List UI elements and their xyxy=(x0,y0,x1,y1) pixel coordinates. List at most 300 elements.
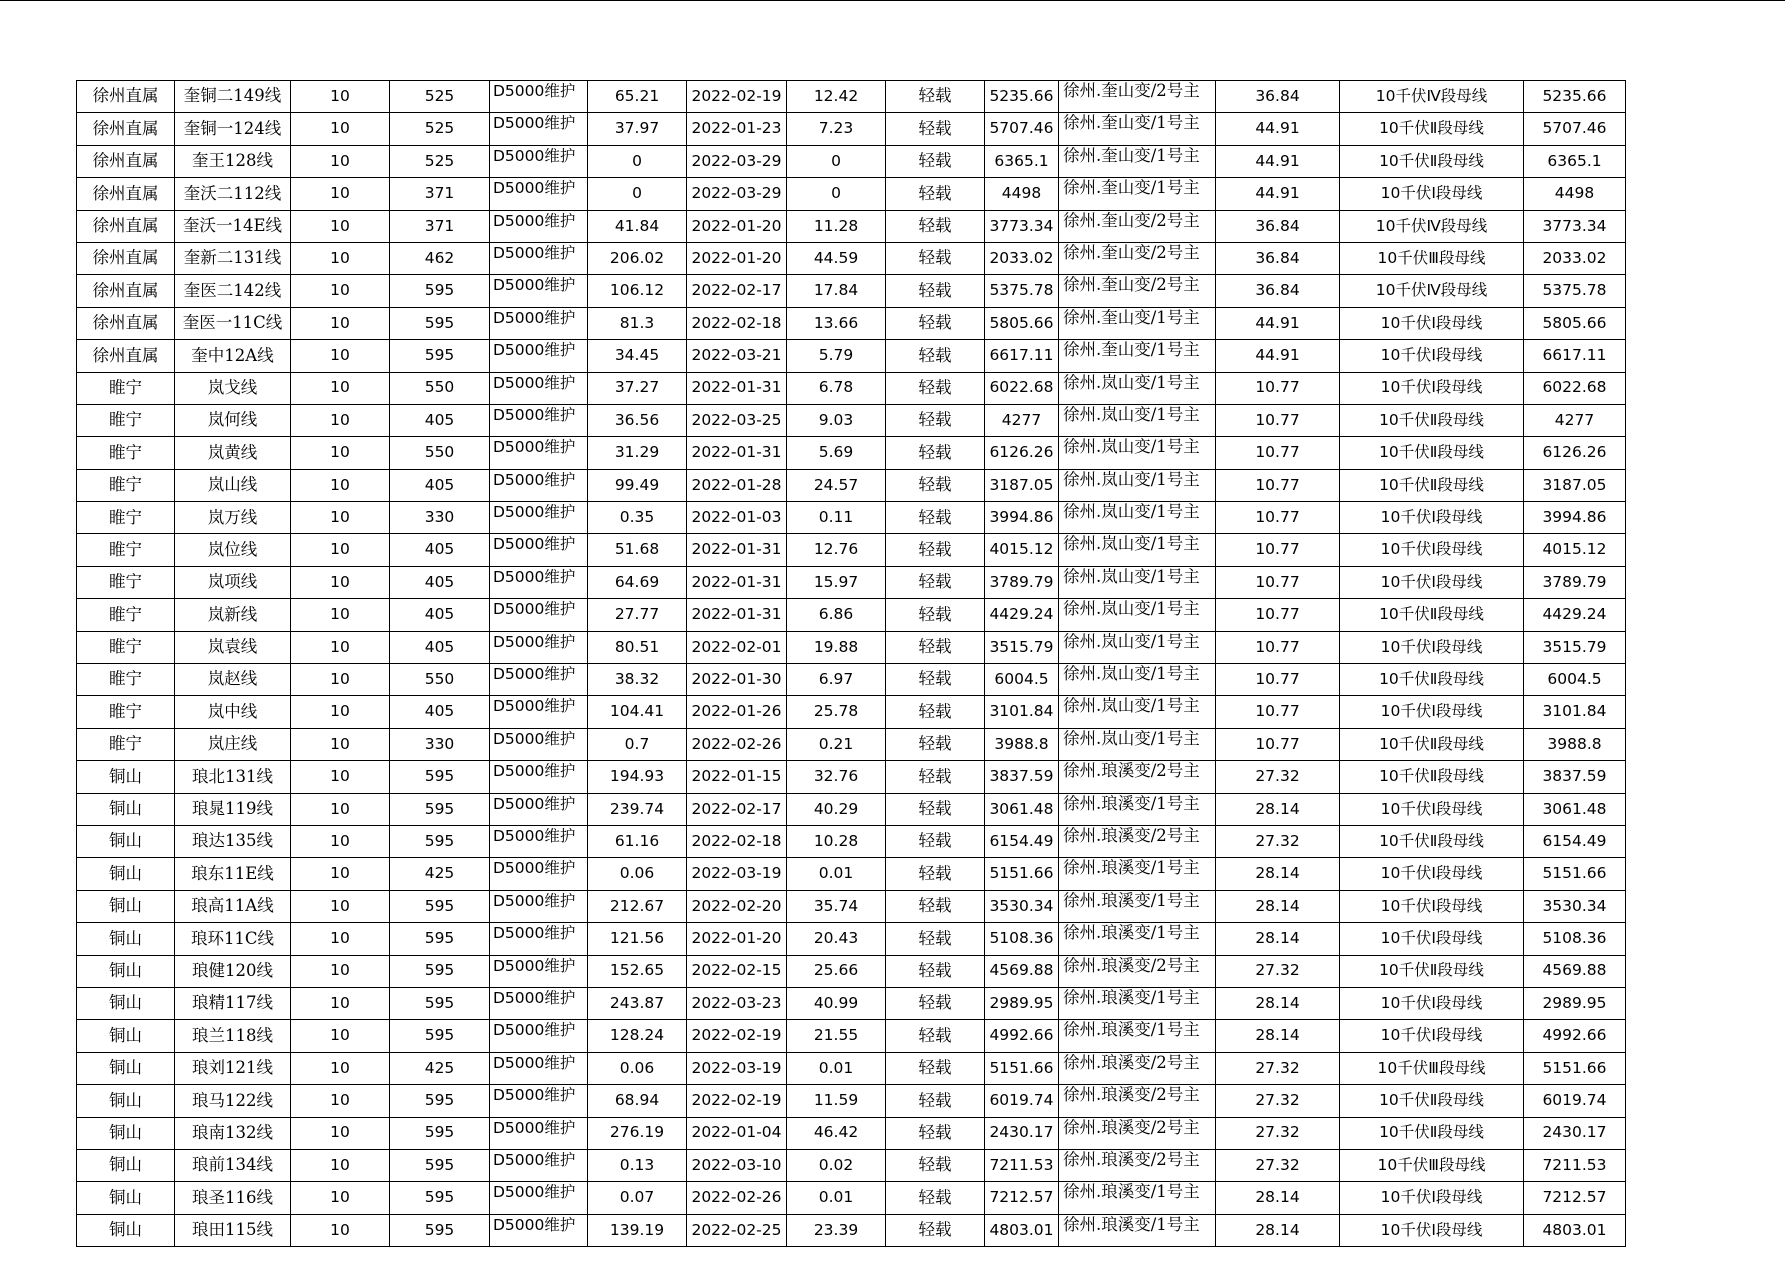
cell-load-rate: 0.21 xyxy=(787,728,886,760)
cell-load-rate: 0.01 xyxy=(787,1182,886,1214)
cell-available-capacity: 6126.26 xyxy=(985,437,1059,469)
cell-substation-transformer: 徐州.琅溪变/1号主 xyxy=(1059,858,1216,890)
cell-transferable-capacity: 2430.17 xyxy=(1524,1117,1626,1149)
table-row xyxy=(77,210,1626,242)
cell-bus-section: 10千伏Ⅰ段母线 xyxy=(1340,858,1524,890)
cell-bus-section: 10千伏Ⅳ段母线 xyxy=(1340,275,1524,307)
cell-voltage-level: 10 xyxy=(291,81,390,113)
cell-transferable-capacity: 3530.34 xyxy=(1524,890,1626,922)
cell-date: 2022-01-26 xyxy=(687,696,787,728)
cell-line-name: 奎铜二149线 xyxy=(175,81,291,113)
cell-data-source: D5000维护 xyxy=(490,858,588,890)
cell-rated-current: 550 xyxy=(390,372,490,404)
cell-transferable-capacity: 4277 xyxy=(1524,404,1626,436)
cell-max-current: 276.19 xyxy=(588,1117,687,1149)
cell-available-capacity: 2430.17 xyxy=(985,1117,1059,1149)
cell-line-name: 琅马122线 xyxy=(175,1085,291,1117)
cell-data-source: D5000维护 xyxy=(490,1149,588,1181)
cell-data-source: D5000维护 xyxy=(490,469,588,501)
cell-voltage-level: 10 xyxy=(291,858,390,890)
table-row xyxy=(77,1149,1626,1181)
cell-date: 2022-03-23 xyxy=(687,987,787,1019)
cell-bus-section: 10千伏Ⅳ段母线 xyxy=(1340,81,1524,113)
cell-line-name: 琅东11E线 xyxy=(175,858,291,890)
cell-max-current: 194.93 xyxy=(588,761,687,793)
table-row xyxy=(77,599,1626,631)
cell-transferable-capacity: 6019.74 xyxy=(1524,1085,1626,1117)
cell-bus-section: 10千伏Ⅲ段母线 xyxy=(1340,242,1524,274)
cell-data-source: D5000维护 xyxy=(490,728,588,760)
cell-bus-section: 10千伏Ⅰ段母线 xyxy=(1340,340,1524,372)
cell-transformer-load-rate: 10.77 xyxy=(1216,566,1340,598)
cell-available-capacity: 6022.68 xyxy=(985,372,1059,404)
cell-district: 徐州直属 xyxy=(77,178,175,210)
cell-substation-transformer: 徐州.琅溪变/1号主 xyxy=(1059,1214,1216,1246)
cell-date: 2022-02-19 xyxy=(687,1085,787,1117)
cell-rated-current: 595 xyxy=(390,1182,490,1214)
cell-rated-current: 405 xyxy=(390,696,490,728)
cell-transformer-load-rate: 28.14 xyxy=(1216,987,1340,1019)
table-row xyxy=(77,664,1626,696)
cell-data-source: D5000维护 xyxy=(490,566,588,598)
cell-date: 2022-01-20 xyxy=(687,242,787,274)
cell-transformer-load-rate: 28.14 xyxy=(1216,923,1340,955)
table-row xyxy=(77,728,1626,760)
cell-bus-section: 10千伏Ⅱ段母线 xyxy=(1340,599,1524,631)
cell-available-capacity: 4569.88 xyxy=(985,955,1059,987)
cell-max-current: 34.45 xyxy=(588,340,687,372)
cell-data-source: D5000维护 xyxy=(490,210,588,242)
table-row xyxy=(77,890,1626,922)
cell-max-current: 212.67 xyxy=(588,890,687,922)
cell-load-status: 轻载 xyxy=(886,210,985,242)
cell-load-rate: 5.79 xyxy=(787,340,886,372)
cell-rated-current: 330 xyxy=(390,502,490,534)
cell-substation-transformer: 徐州.奎山变/2号主 xyxy=(1059,81,1216,113)
cell-load-rate: 24.57 xyxy=(787,469,886,501)
cell-rated-current: 550 xyxy=(390,437,490,469)
cell-transferable-capacity: 5151.66 xyxy=(1524,1052,1626,1084)
cell-transformer-load-rate: 44.91 xyxy=(1216,178,1340,210)
cell-transformer-load-rate: 27.32 xyxy=(1216,1052,1340,1084)
cell-voltage-level: 10 xyxy=(291,340,390,372)
cell-load-rate: 25.66 xyxy=(787,955,886,987)
cell-transformer-load-rate: 27.32 xyxy=(1216,1149,1340,1181)
cell-district: 铜山 xyxy=(77,858,175,890)
table-row xyxy=(77,178,1626,210)
cell-voltage-level: 10 xyxy=(291,987,390,1019)
cell-max-current: 139.19 xyxy=(588,1214,687,1246)
cell-district: 铜山 xyxy=(77,1214,175,1246)
cell-district: 睢宁 xyxy=(77,404,175,436)
cell-transferable-capacity: 5235.66 xyxy=(1524,81,1626,113)
cell-district: 铜山 xyxy=(77,955,175,987)
cell-line-name: 岚戈线 xyxy=(175,372,291,404)
cell-transformer-load-rate: 10.77 xyxy=(1216,664,1340,696)
cell-data-source: D5000维护 xyxy=(490,696,588,728)
cell-data-source: D5000维护 xyxy=(490,113,588,145)
cell-load-status: 轻载 xyxy=(886,1117,985,1149)
cell-substation-transformer: 徐州.奎山变/2号主 xyxy=(1059,275,1216,307)
cell-load-status: 轻载 xyxy=(886,728,985,760)
cell-load-status: 轻载 xyxy=(886,987,985,1019)
cell-date: 2022-02-18 xyxy=(687,307,787,339)
cell-substation-transformer: 徐州.琅溪变/1号主 xyxy=(1059,923,1216,955)
cell-voltage-level: 10 xyxy=(291,825,390,857)
cell-line-name: 琅达135线 xyxy=(175,825,291,857)
table-row xyxy=(77,1085,1626,1117)
cell-max-current: 243.87 xyxy=(588,987,687,1019)
cell-available-capacity: 6154.49 xyxy=(985,825,1059,857)
cell-substation-transformer: 徐州.琅溪变/2号主 xyxy=(1059,1085,1216,1117)
cell-data-source: D5000维护 xyxy=(490,534,588,566)
cell-transformer-load-rate: 28.14 xyxy=(1216,1182,1340,1214)
cell-rated-current: 595 xyxy=(390,1117,490,1149)
cell-transferable-capacity: 3101.84 xyxy=(1524,696,1626,728)
cell-data-source: D5000维护 xyxy=(490,437,588,469)
cell-date: 2022-02-01 xyxy=(687,631,787,663)
cell-load-status: 轻载 xyxy=(886,469,985,501)
cell-available-capacity: 4015.12 xyxy=(985,534,1059,566)
cell-transformer-load-rate: 28.14 xyxy=(1216,890,1340,922)
cell-max-current: 0.13 xyxy=(588,1149,687,1181)
cell-substation-transformer: 徐州.琅溪变/2号主 xyxy=(1059,955,1216,987)
cell-max-current: 51.68 xyxy=(588,534,687,566)
cell-data-source: D5000维护 xyxy=(490,372,588,404)
cell-load-rate: 0.02 xyxy=(787,1149,886,1181)
cell-available-capacity: 6365.1 xyxy=(985,145,1059,177)
table-row xyxy=(77,793,1626,825)
cell-load-status: 轻载 xyxy=(886,1020,985,1052)
cell-rated-current: 371 xyxy=(390,210,490,242)
page-top-rule xyxy=(0,0,1785,1)
cell-transferable-capacity: 4498 xyxy=(1524,178,1626,210)
cell-substation-transformer: 徐州.奎山变/2号主 xyxy=(1059,210,1216,242)
cell-line-name: 琅北131线 xyxy=(175,761,291,793)
cell-data-source: D5000维护 xyxy=(490,1085,588,1117)
cell-available-capacity: 7211.53 xyxy=(985,1149,1059,1181)
cell-available-capacity: 2989.95 xyxy=(985,987,1059,1019)
cell-district: 睢宁 xyxy=(77,372,175,404)
cell-transferable-capacity: 5375.78 xyxy=(1524,275,1626,307)
cell-bus-section: 10千伏Ⅱ段母线 xyxy=(1340,1117,1524,1149)
cell-load-rate: 11.59 xyxy=(787,1085,886,1117)
table-row xyxy=(77,81,1626,113)
cell-data-source: D5000维护 xyxy=(490,631,588,663)
cell-district: 睢宁 xyxy=(77,631,175,663)
cell-load-status: 轻载 xyxy=(886,340,985,372)
cell-voltage-level: 10 xyxy=(291,890,390,922)
cell-load-status: 轻载 xyxy=(886,404,985,436)
cell-transferable-capacity: 5805.66 xyxy=(1524,307,1626,339)
cell-rated-current: 525 xyxy=(390,113,490,145)
cell-load-status: 轻载 xyxy=(886,566,985,598)
cell-district: 铜山 xyxy=(77,761,175,793)
cell-date: 2022-01-31 xyxy=(687,372,787,404)
cell-transformer-load-rate: 10.77 xyxy=(1216,372,1340,404)
cell-district: 徐州直属 xyxy=(77,210,175,242)
cell-bus-section: 10千伏Ⅰ段母线 xyxy=(1340,890,1524,922)
cell-substation-transformer: 徐州.岚山变/1号主 xyxy=(1059,566,1216,598)
cell-max-current: 0.06 xyxy=(588,1052,687,1084)
cell-date: 2022-01-31 xyxy=(687,566,787,598)
cell-rated-current: 595 xyxy=(390,1085,490,1117)
cell-transferable-capacity: 3515.79 xyxy=(1524,631,1626,663)
cell-rated-current: 330 xyxy=(390,728,490,760)
cell-bus-section: 10千伏Ⅰ段母线 xyxy=(1340,566,1524,598)
cell-line-name: 岚山线 xyxy=(175,469,291,501)
cell-substation-transformer: 徐州.琅溪变/1号主 xyxy=(1059,1182,1216,1214)
table-row xyxy=(77,275,1626,307)
cell-max-current: 104.41 xyxy=(588,696,687,728)
cell-rated-current: 405 xyxy=(390,469,490,501)
cell-voltage-level: 10 xyxy=(291,599,390,631)
cell-max-current: 0 xyxy=(588,178,687,210)
cell-voltage-level: 10 xyxy=(291,664,390,696)
cell-load-status: 轻载 xyxy=(886,1052,985,1084)
cell-date: 2022-01-31 xyxy=(687,599,787,631)
cell-date: 2022-03-29 xyxy=(687,178,787,210)
table-row xyxy=(77,1182,1626,1214)
cell-rated-current: 595 xyxy=(390,761,490,793)
cell-substation-transformer: 徐州.岚山变/1号主 xyxy=(1059,696,1216,728)
cell-transformer-load-rate: 27.32 xyxy=(1216,825,1340,857)
cell-voltage-level: 10 xyxy=(291,1052,390,1084)
cell-district: 铜山 xyxy=(77,987,175,1019)
cell-voltage-level: 10 xyxy=(291,210,390,242)
cell-bus-section: 10千伏Ⅱ段母线 xyxy=(1340,437,1524,469)
cell-district: 睢宁 xyxy=(77,566,175,598)
cell-load-rate: 9.03 xyxy=(787,404,886,436)
cell-district: 徐州直属 xyxy=(77,113,175,145)
cell-load-rate: 0.11 xyxy=(787,502,886,534)
cell-data-source: D5000维护 xyxy=(490,275,588,307)
cell-transferable-capacity: 3994.86 xyxy=(1524,502,1626,534)
cell-voltage-level: 10 xyxy=(291,955,390,987)
cell-date: 2022-01-20 xyxy=(687,210,787,242)
cell-available-capacity: 7212.57 xyxy=(985,1182,1059,1214)
cell-line-name: 琅前134线 xyxy=(175,1149,291,1181)
cell-max-current: 31.29 xyxy=(588,437,687,469)
cell-line-name: 琅高11A线 xyxy=(175,890,291,922)
cell-max-current: 37.97 xyxy=(588,113,687,145)
cell-transformer-load-rate: 10.77 xyxy=(1216,696,1340,728)
cell-district: 徐州直属 xyxy=(77,242,175,274)
cell-date: 2022-02-20 xyxy=(687,890,787,922)
cell-available-capacity: 5707.46 xyxy=(985,113,1059,145)
table-body xyxy=(77,81,1626,1247)
cell-voltage-level: 10 xyxy=(291,534,390,566)
cell-transferable-capacity: 4429.24 xyxy=(1524,599,1626,631)
cell-load-status: 轻载 xyxy=(886,242,985,274)
cell-load-status: 轻载 xyxy=(886,664,985,696)
cell-max-current: 81.3 xyxy=(588,307,687,339)
cell-rated-current: 595 xyxy=(390,307,490,339)
cell-data-source: D5000维护 xyxy=(490,890,588,922)
cell-substation-transformer: 徐州.岚山变/1号主 xyxy=(1059,599,1216,631)
cell-transformer-load-rate: 10.77 xyxy=(1216,404,1340,436)
cell-line-name: 琅田115线 xyxy=(175,1214,291,1246)
cell-transferable-capacity: 7212.57 xyxy=(1524,1182,1626,1214)
cell-voltage-level: 10 xyxy=(291,469,390,501)
cell-data-source: D5000维护 xyxy=(490,1052,588,1084)
cell-data-source: D5000维护 xyxy=(490,145,588,177)
cell-date: 2022-01-20 xyxy=(687,923,787,955)
cell-transferable-capacity: 5707.46 xyxy=(1524,113,1626,145)
cell-substation-transformer: 徐州.岚山变/1号主 xyxy=(1059,631,1216,663)
cell-bus-section: 10千伏Ⅰ段母线 xyxy=(1340,372,1524,404)
cell-district: 铜山 xyxy=(77,1052,175,1084)
cell-substation-transformer: 徐州.琅溪变/2号主 xyxy=(1059,1052,1216,1084)
cell-district: 铜山 xyxy=(77,1182,175,1214)
cell-load-rate: 21.55 xyxy=(787,1020,886,1052)
cell-district: 睢宁 xyxy=(77,696,175,728)
cell-transferable-capacity: 3789.79 xyxy=(1524,566,1626,598)
cell-bus-section: 10千伏Ⅰ段母线 xyxy=(1340,307,1524,339)
cell-date: 2022-02-18 xyxy=(687,825,787,857)
cell-available-capacity: 3994.86 xyxy=(985,502,1059,534)
cell-substation-transformer: 徐州.奎山变/1号主 xyxy=(1059,307,1216,339)
cell-data-source: D5000维护 xyxy=(490,1214,588,1246)
table-row xyxy=(77,113,1626,145)
cell-bus-section: 10千伏Ⅱ段母线 xyxy=(1340,1085,1524,1117)
cell-load-status: 轻载 xyxy=(886,696,985,728)
cell-data-source: D5000维护 xyxy=(490,761,588,793)
cell-line-name: 奎中12A线 xyxy=(175,340,291,372)
cell-date: 2022-01-03 xyxy=(687,502,787,534)
cell-load-rate: 0 xyxy=(787,178,886,210)
cell-line-name: 岚中线 xyxy=(175,696,291,728)
cell-date: 2022-02-17 xyxy=(687,275,787,307)
cell-rated-current: 595 xyxy=(390,1214,490,1246)
cell-line-name: 奎铜一124线 xyxy=(175,113,291,145)
cell-transferable-capacity: 6365.1 xyxy=(1524,145,1626,177)
table-row xyxy=(77,340,1626,372)
cell-bus-section: 10千伏Ⅰ段母线 xyxy=(1340,1214,1524,1246)
table-row xyxy=(77,502,1626,534)
cell-date: 2022-03-10 xyxy=(687,1149,787,1181)
cell-rated-current: 405 xyxy=(390,631,490,663)
cell-available-capacity: 5805.66 xyxy=(985,307,1059,339)
table-row xyxy=(77,858,1626,890)
cell-substation-transformer: 徐州.岚山变/1号主 xyxy=(1059,437,1216,469)
cell-voltage-level: 10 xyxy=(291,1117,390,1149)
table-row xyxy=(77,566,1626,598)
cell-max-current: 128.24 xyxy=(588,1020,687,1052)
cell-district: 铜山 xyxy=(77,1020,175,1052)
table-row xyxy=(77,825,1626,857)
cell-load-status: 轻载 xyxy=(886,502,985,534)
cell-available-capacity: 6617.11 xyxy=(985,340,1059,372)
cell-load-status: 轻载 xyxy=(886,599,985,631)
cell-transformer-load-rate: 10.77 xyxy=(1216,728,1340,760)
cell-substation-transformer: 徐州.奎山变/1号主 xyxy=(1059,178,1216,210)
cell-line-name: 岚袁线 xyxy=(175,631,291,663)
cell-district: 睢宁 xyxy=(77,728,175,760)
cell-date: 2022-03-19 xyxy=(687,1052,787,1084)
cell-rated-current: 425 xyxy=(390,858,490,890)
cell-substation-transformer: 徐州.奎山变/1号主 xyxy=(1059,145,1216,177)
cell-substation-transformer: 徐州.岚山变/1号主 xyxy=(1059,372,1216,404)
cell-available-capacity: 3837.59 xyxy=(985,761,1059,793)
cell-transferable-capacity: 7211.53 xyxy=(1524,1149,1626,1181)
cell-district: 睢宁 xyxy=(77,469,175,501)
cell-rated-current: 595 xyxy=(390,1149,490,1181)
cell-load-status: 轻载 xyxy=(886,761,985,793)
cell-district: 睢宁 xyxy=(77,502,175,534)
cell-bus-section: 10千伏Ⅱ段母线 xyxy=(1340,728,1524,760)
cell-district: 铜山 xyxy=(77,890,175,922)
cell-available-capacity: 5108.36 xyxy=(985,923,1059,955)
cell-bus-section: 10千伏Ⅱ段母线 xyxy=(1340,664,1524,696)
cell-district: 铜山 xyxy=(77,923,175,955)
cell-load-status: 轻载 xyxy=(886,1182,985,1214)
cell-load-rate: 40.29 xyxy=(787,793,886,825)
cell-line-name: 奎新二131线 xyxy=(175,242,291,274)
cell-transformer-load-rate: 10.77 xyxy=(1216,599,1340,631)
table-row xyxy=(77,631,1626,663)
cell-max-current: 41.84 xyxy=(588,210,687,242)
cell-bus-section: 10千伏Ⅰ段母线 xyxy=(1340,987,1524,1019)
cell-transformer-load-rate: 36.84 xyxy=(1216,210,1340,242)
cell-data-source: D5000维护 xyxy=(490,1117,588,1149)
cell-max-current: 106.12 xyxy=(588,275,687,307)
cell-transformer-load-rate: 36.84 xyxy=(1216,275,1340,307)
cell-data-source: D5000维护 xyxy=(490,793,588,825)
cell-line-name: 岚项线 xyxy=(175,566,291,598)
cell-rated-current: 525 xyxy=(390,81,490,113)
cell-load-rate: 6.86 xyxy=(787,599,886,631)
cell-date: 2022-01-31 xyxy=(687,437,787,469)
cell-voltage-level: 10 xyxy=(291,113,390,145)
cell-available-capacity: 3101.84 xyxy=(985,696,1059,728)
table-row xyxy=(77,1117,1626,1149)
cell-load-rate: 44.59 xyxy=(787,242,886,274)
cell-available-capacity: 3988.8 xyxy=(985,728,1059,760)
cell-rated-current: 595 xyxy=(390,1020,490,1052)
table-row xyxy=(77,987,1626,1019)
cell-bus-section: 10千伏Ⅲ段母线 xyxy=(1340,1052,1524,1084)
cell-max-current: 99.49 xyxy=(588,469,687,501)
table-row xyxy=(77,307,1626,339)
cell-load-status: 轻载 xyxy=(886,307,985,339)
cell-bus-section: 10千伏Ⅰ段母线 xyxy=(1340,696,1524,728)
cell-district: 睢宁 xyxy=(77,437,175,469)
cell-line-name: 琅环11C线 xyxy=(175,923,291,955)
cell-available-capacity: 3187.05 xyxy=(985,469,1059,501)
table-row xyxy=(77,1020,1626,1052)
cell-voltage-level: 10 xyxy=(291,566,390,598)
cell-date: 2022-02-19 xyxy=(687,1020,787,1052)
cell-load-status: 轻载 xyxy=(886,890,985,922)
cell-rated-current: 595 xyxy=(390,793,490,825)
cell-bus-section: 10千伏Ⅰ段母线 xyxy=(1340,1182,1524,1214)
cell-date: 2022-03-19 xyxy=(687,858,787,890)
cell-load-rate: 0 xyxy=(787,145,886,177)
cell-transferable-capacity: 3837.59 xyxy=(1524,761,1626,793)
cell-transferable-capacity: 6154.49 xyxy=(1524,825,1626,857)
cell-transferable-capacity: 6126.26 xyxy=(1524,437,1626,469)
cell-bus-section: 10千伏Ⅰ段母线 xyxy=(1340,534,1524,566)
table-row xyxy=(77,761,1626,793)
cell-data-source: D5000维护 xyxy=(490,955,588,987)
cell-load-status: 轻载 xyxy=(886,955,985,987)
cell-substation-transformer: 徐州.奎山变/2号主 xyxy=(1059,242,1216,274)
cell-rated-current: 595 xyxy=(390,987,490,1019)
cell-transformer-load-rate: 27.32 xyxy=(1216,955,1340,987)
table-row xyxy=(77,404,1626,436)
cell-transferable-capacity: 3187.05 xyxy=(1524,469,1626,501)
